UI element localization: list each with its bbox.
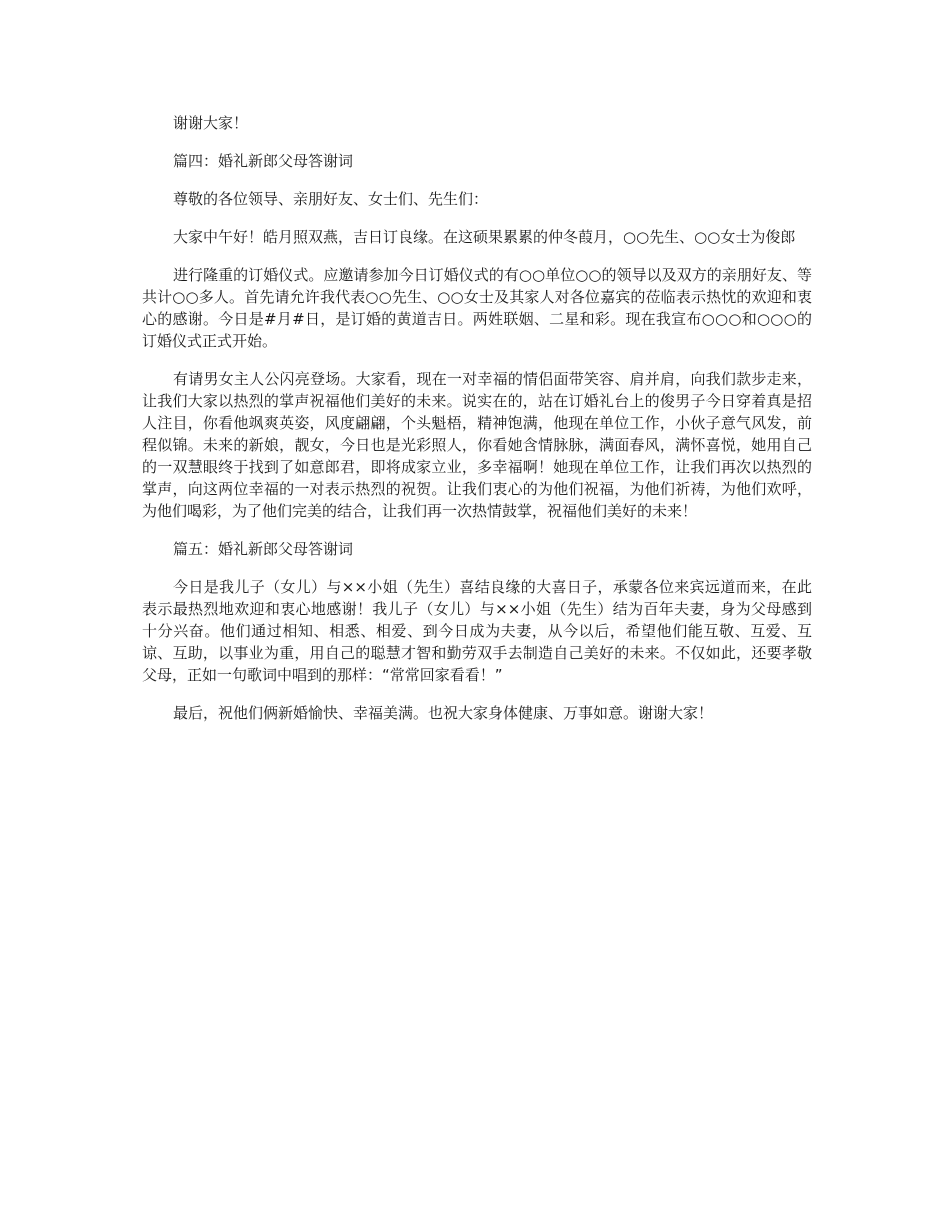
paragraph-parents: 今日是我儿子（女儿）与××小姐（先生）喜结良缘的大喜日子，承蒙各位来宾远道而来，在此表示最热烈地欢迎和衷心地感谢！我儿子（女儿）与××小姐（先生）结为百年夫妻，身为父母感到十分兴奋。他们通过相知、相悉、相爱、到今日成为夫妻，从今以后，希望他们能互敬、互爱、互谅、互助，以事业为重，用自己的聪慧才智和勤劳双手去制造自己美好的未来。不仅如此，还要孝敬父母，正如一句歌词中唱到的那样：“常常回家看看！” xyxy=(142,578,812,684)
document-page xyxy=(142,112,812,740)
paragraph-couple: 有请男女主人公闪亮登场。大家看，现在一对幸福的情侣面带笑容、肩并肩，向我们款步走来，让我们大家以热烈的掌声祝福他们美好的未来。说实在的，站在订婚礼台上的俊男子今日穿着真是招人注目，你看他飒爽英姿，风度翩翩，个头魁梧，精神饱满，他现在单位工作，小伙子意气风发，前程似锦。未来的新娘，靓女，今日也是光彩照人，你看她含情脉脉，满面春风，满怀喜悦，她用自己的一双慧眼终于找到了如意郎君，即将成家立业，多幸福啊！她现在单位工作，让我们再次以热烈的掌声，向这两位幸福的一对表示热烈的祝贺。让我们衷心的为他们祝福，为他们祈祷，为他们欢呼，为他们喝彩，为了他们完美的结合，让我们再一次热情鼓掌，祝福他们美好的未来！ xyxy=(142,370,812,520)
section-heading-4: 篇四：婚礼新郎父母答谢词 xyxy=(173,152,354,170)
paragraph-greeting: 大家中午好！皓月照双燕，吉日订良缘。在这硕果累累的仲冬葭月，○○先生、○○女士为俊郎 xyxy=(173,228,796,246)
section-heading-5: 篇五：婚礼新郎父母答谢词 xyxy=(173,540,354,558)
salutation: 尊敬的各位领导、亲朋好友、女士们、先生们： xyxy=(173,190,489,208)
closing-thanks: 谢谢大家！ xyxy=(173,114,249,132)
paragraph-final-wishes: 最后，祝他们俩新婚愉快、幸福美满。也祝大家身体健康、万事如意。谢谢大家！ xyxy=(173,704,714,722)
paragraph-ceremony: 进行隆重的订婚仪式。应邀请参加今日订婚仪式的有○○单位○○的领导以及双方的亲朋好友、等共计○○多人。首先请允许我代表○○先生、○○女士及其家人对各位嘉宾的莅临表示热忱的欢迎和衷心的感谢。今日是#月#日，是订婚的黄道吉日。两姓联姻、二星和彩。现在我宣布○○○和○○○的订婚仪式正式开始。 xyxy=(142,266,812,350)
